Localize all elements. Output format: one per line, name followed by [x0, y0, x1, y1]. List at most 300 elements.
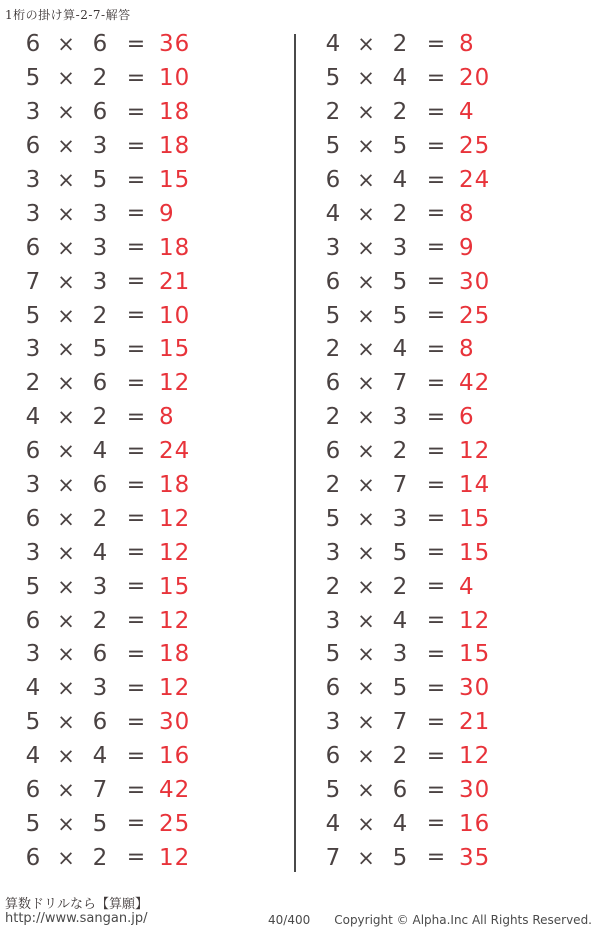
multiplier: 2: [392, 573, 408, 600]
multiply-sign: ×: [357, 134, 375, 159]
answer: 4: [459, 99, 475, 126]
multiplicand: 3: [25, 472, 41, 499]
problem-row: [0, 807, 295, 841]
multiply-sign: ×: [357, 32, 375, 57]
problem-row: [300, 604, 595, 638]
multiplicand: 6: [25, 844, 41, 871]
answer: 42: [459, 370, 491, 397]
multiply-sign: ×: [57, 66, 75, 91]
answer: 14: [459, 472, 491, 499]
multiply-sign: ×: [357, 473, 375, 498]
multiply-sign: ×: [57, 201, 75, 226]
multiply-sign: ×: [357, 405, 375, 430]
equals-sign: =: [126, 404, 146, 430]
multiply-sign: ×: [57, 235, 75, 260]
answer: 30: [459, 268, 491, 295]
answer: 15: [159, 336, 191, 363]
multiplier: 4: [392, 65, 408, 92]
equals-sign: =: [426, 99, 446, 125]
answer: 30: [459, 675, 491, 702]
multiplicand: 5: [25, 709, 41, 736]
problem-row: [0, 740, 295, 774]
answer: 21: [159, 268, 191, 295]
answer: 18: [159, 472, 191, 499]
problem-row: [300, 62, 595, 96]
equals-sign: =: [426, 709, 446, 735]
multiplier: 3: [92, 234, 108, 261]
problem-row: [0, 231, 295, 265]
multiply-sign: ×: [57, 811, 75, 836]
multiply-sign: ×: [57, 269, 75, 294]
multiplier: 3: [92, 268, 108, 295]
multiply-sign: ×: [357, 337, 375, 362]
problem-row: [300, 265, 595, 299]
multiplier: 6: [92, 641, 108, 668]
multiplier: 3: [392, 505, 408, 532]
multiply-sign: ×: [57, 32, 75, 57]
equals-sign: =: [426, 777, 446, 803]
problem-row: [300, 469, 595, 503]
multiplicand: 5: [325, 641, 341, 668]
multiplier: 6: [92, 709, 108, 736]
multiplier: 4: [392, 336, 408, 363]
multiplier: 3: [92, 675, 108, 702]
equals-sign: =: [126, 167, 146, 193]
multiply-sign: ×: [357, 710, 375, 735]
multiplicand: 6: [325, 268, 341, 295]
equals-sign: =: [426, 811, 446, 837]
multiplicand: 5: [325, 302, 341, 329]
equals-sign: =: [426, 370, 446, 396]
multiplier: 4: [92, 539, 108, 566]
multiply-sign: ×: [57, 676, 75, 701]
multiplicand: 3: [25, 539, 41, 566]
multiply-sign: ×: [57, 845, 75, 870]
multiplicand: 3: [25, 167, 41, 193]
multiplicand: 5: [25, 302, 41, 329]
multiplier: 5: [392, 302, 408, 329]
problems-column-right: [300, 28, 595, 875]
answer: 10: [159, 302, 191, 329]
problem-row: [300, 401, 595, 435]
multiplicand: 6: [325, 370, 341, 397]
equals-sign: =: [126, 540, 146, 566]
multiplier: 6: [92, 472, 108, 499]
answer: 21: [459, 709, 491, 736]
multiply-sign: ×: [57, 642, 75, 667]
answer: 20: [459, 65, 491, 92]
problem-row: [300, 435, 595, 469]
multiply-sign: ×: [357, 371, 375, 396]
multiplier: 3: [392, 234, 408, 261]
problem-row: [300, 706, 595, 740]
answer: 15: [459, 505, 491, 532]
multiplicand: 4: [325, 200, 341, 227]
multiplicand: 6: [25, 777, 41, 804]
multiplicand: 2: [325, 404, 341, 431]
problem-row: [300, 638, 595, 672]
equals-sign: =: [126, 370, 146, 396]
problem-row: [0, 841, 295, 875]
equals-sign: =: [426, 269, 446, 295]
multiplier: 2: [92, 844, 108, 871]
multiply-sign: ×: [357, 439, 375, 464]
answer: 9: [459, 234, 475, 261]
multiply-sign: ×: [357, 676, 375, 701]
multiplicand: 3: [25, 99, 41, 126]
multiply-sign: ×: [357, 506, 375, 531]
multiplicand: 6: [25, 438, 41, 465]
answer: 12: [459, 438, 491, 465]
problem-row: [300, 130, 595, 164]
answer: 12: [459, 607, 491, 634]
multiplier: 3: [392, 641, 408, 668]
equals-sign: =: [126, 31, 146, 57]
problem-row: [300, 164, 595, 198]
footer-site-name: 算数ドリルなら【算願】: [5, 897, 149, 912]
equals-sign: =: [126, 269, 146, 295]
answer: 15: [159, 167, 191, 193]
equals-sign: =: [426, 303, 446, 329]
multiplicand: 5: [325, 505, 341, 532]
equals-sign: =: [126, 201, 146, 227]
problem-row: [0, 62, 295, 96]
multiply-sign: ×: [57, 100, 75, 125]
answer: 16: [159, 743, 191, 770]
problem-row: [0, 96, 295, 130]
problem-row: [0, 367, 295, 401]
multiplicand: 2: [325, 472, 341, 499]
problem-row: [0, 604, 295, 638]
equals-sign: =: [126, 438, 146, 464]
equals-sign: =: [426, 201, 446, 227]
problem-row: [300, 333, 595, 367]
multiply-sign: ×: [357, 235, 375, 260]
problem-row: [0, 638, 295, 672]
multiplicand: 6: [25, 607, 41, 634]
multiply-sign: ×: [357, 168, 375, 192]
multiplicand: 4: [25, 675, 41, 702]
multiplicand: 2: [325, 99, 341, 126]
multiplier: 6: [92, 31, 108, 58]
multiplicand: 4: [325, 810, 341, 837]
answer: 12: [159, 370, 191, 397]
multiply-sign: ×: [57, 303, 75, 328]
answer: 8: [159, 404, 175, 431]
problem-row: [0, 299, 295, 333]
problems-column-left: [0, 28, 295, 875]
problem-row: [0, 536, 295, 570]
multiplier: 5: [392, 844, 408, 871]
multiply-sign: ×: [357, 642, 375, 667]
multiplicand: 3: [25, 336, 41, 363]
multiplicand: 3: [325, 607, 341, 634]
answer: 4: [459, 573, 475, 600]
multiplicand: 2: [325, 573, 341, 600]
multiplicand: 6: [25, 31, 41, 58]
multiplicand: 4: [25, 743, 41, 770]
multiplier: 6: [392, 777, 408, 804]
multiplicand: 6: [25, 133, 41, 160]
problem-row: [0, 197, 295, 231]
multiply-sign: ×: [357, 100, 375, 125]
multiplicand: 6: [325, 675, 341, 702]
answer: 25: [459, 302, 491, 329]
answer: 12: [159, 539, 191, 566]
multiplier: 5: [392, 539, 408, 566]
equals-sign: =: [126, 574, 146, 600]
equals-sign: =: [126, 675, 146, 701]
problem-row: [0, 130, 295, 164]
multiplier: 3: [92, 573, 108, 600]
multiplier: 5: [392, 675, 408, 702]
multiply-sign: ×: [57, 439, 75, 464]
problem-row: [0, 333, 295, 367]
multiplicand: 2: [325, 336, 341, 363]
answer: 8: [459, 200, 475, 227]
footer-site-url: http://www.sangan.jp/: [5, 911, 148, 926]
answer: 15: [159, 573, 191, 600]
problem-row: [300, 536, 595, 570]
multiply-sign: ×: [357, 303, 375, 328]
copyright-text: Copyright © Alpha.Inc All Rights Reserved.: [334, 913, 592, 927]
multiplier: 2: [392, 200, 408, 227]
answer: 9: [159, 200, 175, 227]
multiply-sign: ×: [357, 744, 375, 769]
multiplicand: 7: [25, 268, 41, 295]
multiply-sign: ×: [57, 405, 75, 430]
multiplier: 2: [392, 99, 408, 126]
multiplier: 2: [92, 505, 108, 532]
problem-row: [300, 841, 595, 875]
multiplier: 5: [392, 133, 408, 160]
multiplier: 5: [92, 167, 108, 193]
multiplicand: 5: [325, 777, 341, 804]
footer-meta: [268, 913, 592, 927]
equals-sign: =: [426, 133, 446, 159]
problem-row: [0, 774, 295, 808]
equals-sign: =: [126, 472, 146, 498]
multiplicand: 5: [25, 810, 41, 837]
multiplier: 7: [392, 370, 408, 397]
multiplicand: 5: [325, 133, 341, 160]
multiplier: 6: [92, 99, 108, 126]
page-number: 40/400: [268, 913, 311, 927]
multiplicand: 6: [325, 438, 341, 465]
multiplicand: 6: [25, 505, 41, 532]
answer: 12: [159, 505, 191, 532]
answer: 18: [159, 641, 191, 668]
multiplier: 2: [392, 438, 408, 465]
answer: 8: [459, 336, 475, 363]
equals-sign: =: [426, 31, 446, 57]
multiplier: 4: [392, 607, 408, 634]
equals-sign: =: [126, 777, 146, 803]
multiply-sign: ×: [57, 168, 75, 192]
problem-row: [0, 435, 295, 469]
multiplicand: 3: [325, 539, 341, 566]
problem-row: [300, 367, 595, 401]
multiply-sign: ×: [357, 540, 375, 565]
answer: 10: [159, 65, 191, 92]
multiplier: 3: [92, 133, 108, 160]
problem-row: [300, 502, 595, 536]
multiply-sign: ×: [57, 778, 75, 803]
problem-row: [300, 672, 595, 706]
multiplicand: 5: [325, 65, 341, 92]
multiplicand: 3: [25, 641, 41, 668]
multiply-sign: ×: [357, 269, 375, 294]
equals-sign: =: [426, 235, 446, 261]
equals-sign: =: [426, 675, 446, 701]
multiplicand: 5: [25, 573, 41, 600]
problem-row: [0, 672, 295, 706]
equals-sign: =: [426, 404, 446, 430]
multiply-sign: ×: [357, 66, 375, 91]
equals-sign: =: [426, 574, 446, 600]
problem-row: [300, 197, 595, 231]
answer: 18: [159, 99, 191, 126]
problem-row: [0, 265, 295, 299]
problem-row: [300, 96, 595, 130]
multiply-sign: ×: [57, 506, 75, 531]
answer: 24: [459, 167, 491, 193]
multiplicand: 3: [325, 234, 341, 261]
answer: 30: [459, 777, 491, 804]
problem-row: [300, 231, 595, 265]
multiply-sign: ×: [57, 608, 75, 633]
multiply-sign: ×: [57, 337, 75, 362]
equals-sign: =: [426, 472, 446, 498]
multiplier: 2: [92, 65, 108, 92]
multiplier: 7: [392, 709, 408, 736]
column-divider: [294, 34, 296, 872]
multiply-sign: ×: [357, 201, 375, 226]
equals-sign: =: [126, 65, 146, 91]
multiplicand: 6: [325, 167, 341, 193]
multiply-sign: ×: [357, 811, 375, 836]
multiplicand: 2: [25, 370, 41, 397]
multiplicand: 5: [25, 65, 41, 92]
problem-row: [300, 774, 595, 808]
equals-sign: =: [126, 845, 146, 871]
equals-sign: =: [126, 235, 146, 261]
problem-row: [0, 164, 295, 198]
answer: 36: [159, 31, 191, 58]
equals-sign: =: [426, 65, 446, 91]
multiplier: 4: [392, 810, 408, 837]
multiplicand: 3: [25, 200, 41, 227]
problem-row: [300, 807, 595, 841]
multiplicand: 6: [325, 743, 341, 770]
answer: 30: [159, 709, 191, 736]
multiply-sign: ×: [357, 845, 375, 870]
problem-row: [0, 401, 295, 435]
answer: 25: [459, 133, 491, 160]
multiplicand: 3: [325, 709, 341, 736]
problem-row: [300, 740, 595, 774]
multiplicand: 4: [25, 404, 41, 431]
multiply-sign: ×: [57, 744, 75, 769]
answer: 25: [159, 810, 191, 837]
answer: 42: [159, 777, 191, 804]
answer: 12: [159, 675, 191, 702]
multiply-sign: ×: [357, 778, 375, 803]
equals-sign: =: [126, 133, 146, 159]
multiplier: 5: [92, 810, 108, 837]
equals-sign: =: [426, 743, 446, 769]
equals-sign: =: [426, 438, 446, 464]
answer: 18: [159, 133, 191, 160]
equals-sign: =: [426, 167, 446, 193]
multiply-sign: ×: [357, 608, 375, 633]
problems-area: [0, 28, 600, 876]
problem-row: [0, 502, 295, 536]
equals-sign: =: [126, 99, 146, 125]
multiplier: 2: [392, 31, 408, 58]
answer: 6: [459, 404, 475, 431]
multiplier: 4: [392, 167, 408, 193]
equals-sign: =: [126, 811, 146, 837]
problem-row: [0, 28, 295, 62]
equals-sign: =: [126, 608, 146, 634]
equals-sign: =: [426, 641, 446, 667]
multiplier: 2: [392, 743, 408, 770]
equals-sign: =: [426, 506, 446, 532]
equals-sign: =: [126, 743, 146, 769]
multiplier: 7: [392, 472, 408, 499]
problem-row: [0, 706, 295, 740]
problem-row: [300, 570, 595, 604]
answer: 15: [459, 539, 491, 566]
answer: 15: [459, 641, 491, 668]
equals-sign: =: [126, 506, 146, 532]
multiplicand: 6: [25, 234, 41, 261]
multiply-sign: ×: [57, 540, 75, 565]
multiplier: 2: [92, 404, 108, 431]
multiplier: 7: [92, 777, 108, 804]
answer: 12: [159, 844, 191, 871]
equals-sign: =: [426, 845, 446, 871]
multiplier: 4: [92, 438, 108, 465]
multiply-sign: ×: [57, 710, 75, 735]
problem-row: [300, 28, 595, 62]
multiply-sign: ×: [57, 134, 75, 159]
multiplier: 3: [92, 200, 108, 227]
problem-row: [300, 299, 595, 333]
answer: 8: [459, 31, 475, 58]
equals-sign: =: [126, 336, 146, 362]
multiplier: 6: [92, 370, 108, 397]
multiplier: 2: [92, 607, 108, 634]
equals-sign: =: [126, 709, 146, 735]
answer: 12: [459, 743, 491, 770]
multiply-sign: ×: [57, 574, 75, 599]
page-title: 1桁の掛け算-2-7-解答: [5, 8, 131, 22]
answer: 18: [159, 234, 191, 261]
equals-sign: =: [126, 641, 146, 667]
multiplier: 4: [92, 743, 108, 770]
equals-sign: =: [426, 540, 446, 566]
answer: 12: [159, 607, 191, 634]
multiply-sign: ×: [57, 371, 75, 396]
multiplicand: 7: [325, 844, 341, 871]
multiply-sign: ×: [57, 473, 75, 498]
equals-sign: =: [426, 336, 446, 362]
problem-row: [0, 570, 295, 604]
equals-sign: =: [126, 303, 146, 329]
multiplier: 5: [392, 268, 408, 295]
